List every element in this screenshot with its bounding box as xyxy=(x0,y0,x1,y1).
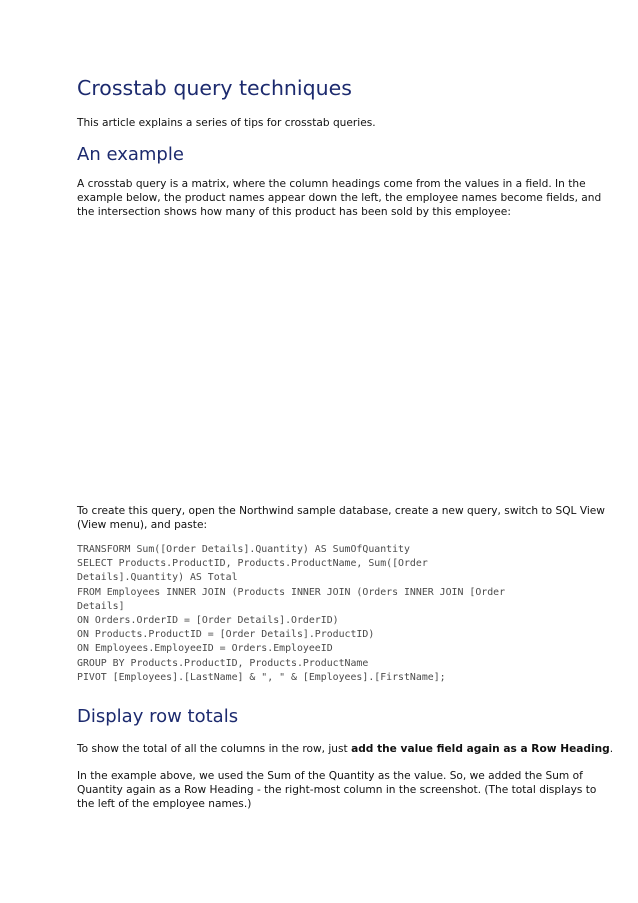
text-line: To create this query, open the Northwind sample database, create a new query, switch to SQL View xyxy=(77,505,605,517)
text-line: A crosstab query is a matrix, where the column headings come from the values in a field. In the xyxy=(77,178,586,190)
text-line: In the example above, we used the Sum of the Quantity as the value. So, we added the Sum of xyxy=(77,770,583,782)
code-line: ON Orders.OrderID = [Order Details].OrderID) xyxy=(77,615,339,627)
code-line: GROUP BY Products.ProductID, Products.ProductName xyxy=(77,657,369,669)
screenshot-placeholder xyxy=(77,230,567,495)
row-totals-paragraph-2 xyxy=(77,769,597,811)
code-line: PIVOT [Employees].[LastName] & ", " & [Employees].[FirstName]; xyxy=(77,671,446,683)
code-line: ON Products.ProductID = [Order Details].ProductID) xyxy=(77,629,375,641)
row-totals-paragraph-1 xyxy=(77,742,614,756)
text-line: example below, the product names appear down the left, the employee names become fields, and xyxy=(77,192,602,204)
code-line: ON Employees.EmployeeID = Orders.EmployeeID xyxy=(77,643,333,655)
instructions-paragraph xyxy=(77,504,605,532)
sql-code-block xyxy=(77,543,505,685)
text-line: the left of the employee names.) xyxy=(77,798,252,810)
text-line: Quantity again as a Row Heading - the right-most column in the screenshot. (The total displays to xyxy=(77,784,597,796)
text-run: To show the total of all the columns in the row, just xyxy=(77,743,352,755)
text-line xyxy=(77,742,614,756)
text-line: (View menu), and paste: xyxy=(77,519,208,531)
example-paragraph xyxy=(77,177,602,219)
section-heading-row-totals: Display row totals xyxy=(77,706,239,727)
code-line: SELECT Products.ProductID, Products.ProductName, Sum([Order xyxy=(77,558,428,570)
code-line: Details] xyxy=(77,600,125,612)
bold-emphasis: add the value field again as a Row Heading xyxy=(351,743,610,755)
intro-paragraph: This article explains a series of tips for crosstab queries. xyxy=(77,117,376,129)
text-line: the intersection shows how many of this product has been sold by this employee: xyxy=(77,206,511,218)
text-run: . xyxy=(609,743,614,755)
code-line: Details].Quantity) AS Total xyxy=(77,572,238,584)
section-heading-example: An example xyxy=(77,144,184,165)
code-line: FROM Employees INNER JOIN (Products INNER JOIN (Orders INNER JOIN [Order xyxy=(77,586,506,598)
page-title: Crosstab query techniques xyxy=(77,76,352,100)
code-line: TRANSFORM Sum([Order Details].Quantity) AS SumOfQuantity xyxy=(77,544,410,555)
